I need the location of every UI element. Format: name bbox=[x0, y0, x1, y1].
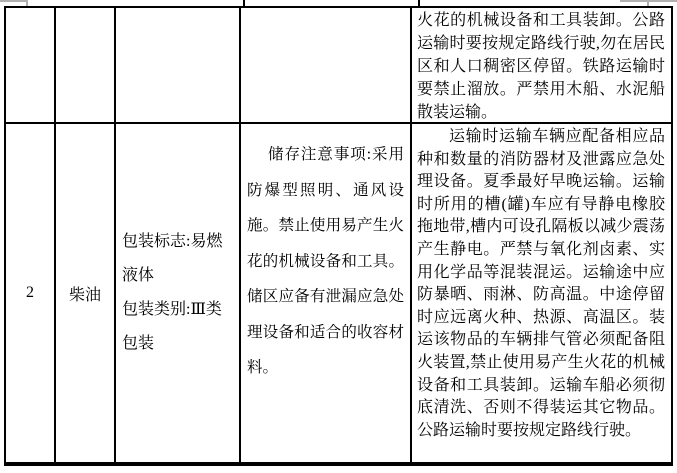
empty-cell-storage bbox=[241, 8, 412, 124]
transport-notes-cell: 运输时运输车辆应配备相应品种和数量的消防器材及泄露应急处理设备。夏季最好早晚运输。运输时所用的槽(罐)车应有导静电橡胶拖地带,槽内可设孔隔板以减少震荡产生静电。严禁与氧化剂卤素、实用化学品等混装混运。运输途中应防暴晒、雨淋、防高温。中途停留时应远离火种、热源、高温区。装运该物品的车辆排气管必须配备阻火装置,禁止使用易产生火花的机械设备和工具装卸。运输车船必须彻底清洗、否则不得装运其它物品。公路运输时要按规定路线行驶。 bbox=[417, 128, 665, 439]
packaging-mark-label: 包装标志:易燃液体 bbox=[122, 233, 223, 284]
substance-name: 柴油 bbox=[68, 286, 101, 304]
empty-cell-packaging bbox=[116, 8, 241, 124]
serial-number-cell bbox=[6, 124, 56, 462]
packaging-class-label: 包装类别:Ⅲ类包装 bbox=[122, 301, 222, 352]
empty-cell-name bbox=[56, 8, 116, 124]
substance-name-cell bbox=[56, 124, 116, 462]
page-edge-line-left bbox=[0, 0, 28, 2]
empty-cell-serial bbox=[6, 8, 56, 124]
packaging-info-cell bbox=[116, 124, 241, 462]
serial-number: 2 bbox=[26, 284, 34, 301]
hazmat-info-table bbox=[4, 6, 673, 466]
storage-notes-cell: 储存注意事项:采用防爆型照明、通风设施。禁止使用易产生火花的机械设备和工具。储区应备有泄漏应急处理设备和适合的收容材料。 bbox=[241, 124, 412, 462]
transport-notes-continued: 火花的机械设备和工具装卸。公路运输时要按规定路线行驶,勿在居民区和人口稠密区停留。铁路运输时要禁止溜放。严禁用木船、水泥船散装运输。 bbox=[412, 8, 671, 124]
